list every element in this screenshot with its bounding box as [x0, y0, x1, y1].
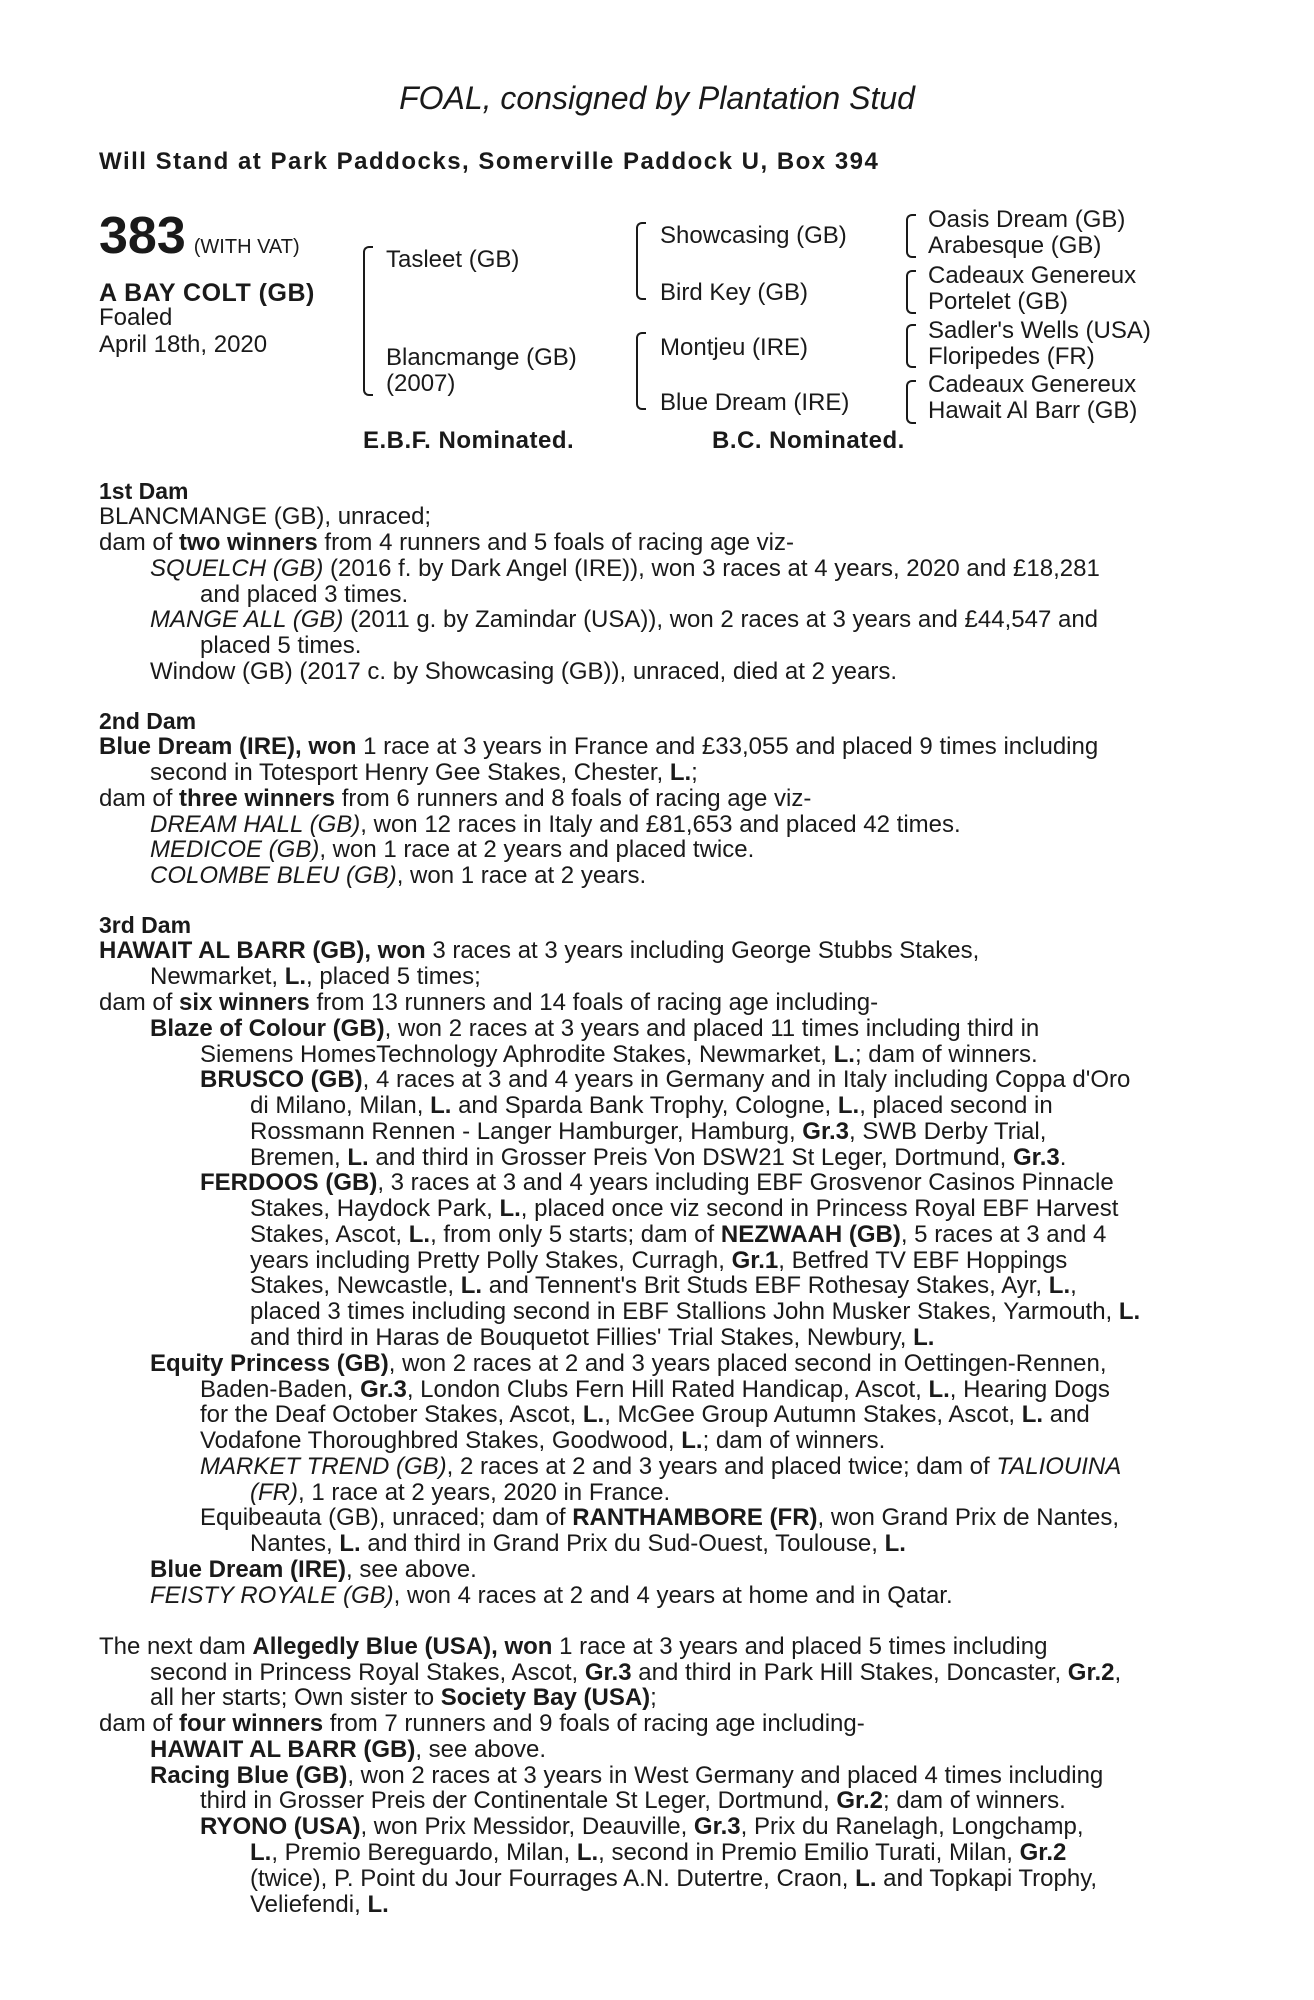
- pedigree-brace: [906, 270, 916, 314]
- text-run: Rossmann Rennen - Langer Hamburger, Hamburg,: [250, 1118, 796, 1145]
- dam-sire: Montjeu (IRE): [660, 334, 809, 361]
- text-run: FEISTY ROYALE (GB): [150, 1582, 394, 1609]
- text-run: L.: [1021, 1401, 1044, 1428]
- text-line: [200, 1504, 1119, 1532]
- text-run: Blue Dream (IRE): [150, 1556, 347, 1583]
- text-run: MANGE ALL (GB): [150, 606, 344, 633]
- pedigree-brace: [363, 246, 373, 396]
- text-run: NEZWAAH (GB): [720, 1221, 901, 1248]
- text-run: years including Pretty Polly Stakes, Curragh,: [250, 1247, 725, 1274]
- text-run: , won Prix Messidor, Deauville,: [360, 1813, 688, 1840]
- text-run: Baden-Baden,: [200, 1376, 354, 1403]
- text-line: [150, 836, 754, 864]
- text-run: Gr.3: [1013, 1144, 1060, 1171]
- text-run: , won 2 races at 3 years in West Germany and placed 4 times including: [347, 1762, 1104, 1789]
- text-run: third in Grosser Preis der Continentale St Leger, Dortmund,: [200, 1787, 830, 1814]
- text-run: MEDICOE (GB): [150, 836, 320, 863]
- text-run: (2011 g. by Zamindar (USA)), won 2 races at 3 years and £44,547 and: [350, 606, 1099, 633]
- text-run: Gr.3: [802, 1118, 849, 1145]
- text-run: , see above.: [346, 1556, 477, 1583]
- section-heading: 3rd Dam: [99, 912, 192, 938]
- dam-year: (2007): [386, 370, 456, 397]
- text-run: and: [1049, 1401, 1090, 1428]
- text-line: [200, 1041, 1038, 1069]
- foaled-date: April 18th, 2020: [99, 331, 268, 358]
- text-line: [150, 1762, 1103, 1790]
- text-run: L.: [367, 1891, 389, 1918]
- text-run: , SWB Derby Trial,: [849, 1118, 1047, 1145]
- text-run: , won 2 races at 3 years and placed 11 times including third in: [384, 1015, 1040, 1042]
- text-line: [99, 1633, 1047, 1661]
- text-run: , placed second in: [859, 1092, 1053, 1119]
- text-run: L.: [499, 1195, 521, 1222]
- text-run: dam of: [99, 785, 173, 812]
- text-run: , Betfred TV EBF Hoppings: [778, 1247, 1068, 1274]
- ebf-nominated: E.B.F. Nominated.: [363, 427, 575, 454]
- text-line: [250, 1839, 1066, 1867]
- text-run: Blue Dream (IRE),: [99, 733, 302, 760]
- text-line: [150, 555, 1100, 583]
- text-run: 3 races at 3 years including George Stubbs Stakes,: [432, 937, 980, 964]
- text-run: L.: [582, 1401, 605, 1428]
- text-run: COLOMBE BLEU (GB): [150, 862, 397, 889]
- text-line: [250, 1272, 1077, 1300]
- text-run: L.: [669, 759, 692, 786]
- text-run: TALIOUINA: [996, 1453, 1122, 1480]
- text-run: ; dam of winners.: [854, 1041, 1038, 1068]
- text-line: [99, 989, 878, 1017]
- text-run: second in Totesport Henry Gee Stakes, Chester,: [150, 759, 664, 786]
- text-run: Gr.3: [693, 1813, 741, 1840]
- text-run: , 3 races at 3 and 4 years including EBF Grosvenor Casinos Pinnacle: [377, 1169, 1114, 1196]
- text-run: L.: [855, 1865, 877, 1892]
- text-run: DREAM HALL (GB): [150, 811, 361, 838]
- text-line: [250, 1324, 934, 1352]
- stand-location: Will Stand at Park Paddocks, Somerville Paddock U, Box 394: [99, 148, 880, 175]
- text-run: Newmarket,: [150, 963, 279, 990]
- text-run: , Premio Bereguardo, Milan,: [271, 1839, 571, 1866]
- text-run: , 2 races at 2 and 3 years and placed twice; dam of: [446, 1453, 990, 1480]
- section-heading: 2nd Dam: [99, 708, 197, 734]
- text-run: The next dam: [99, 1633, 246, 1660]
- text-line: [150, 1556, 477, 1584]
- text-line: [99, 1710, 865, 1738]
- text-run: won: [308, 733, 357, 760]
- text-run: L.: [430, 1092, 452, 1119]
- text-line: [250, 1479, 670, 1507]
- text-run: Stakes, Ascot,: [250, 1221, 403, 1248]
- gen3-item: Sadler's Wells (USA): [928, 317, 1151, 344]
- sire: Tasleet (GB): [386, 246, 520, 273]
- text-run: RYONO (USA): [200, 1813, 361, 1840]
- dam: Blancmange (GB): [386, 344, 577, 371]
- gen3-item: Oasis Dream (GB): [928, 206, 1126, 233]
- text-run: won: [504, 1633, 553, 1660]
- text-run: , placed once viz second in Princess Royal EBF Harvest: [520, 1195, 1119, 1222]
- text-line: [200, 1427, 885, 1455]
- text-line: [150, 1736, 546, 1764]
- text-line: [250, 1144, 1066, 1172]
- text-run: all her starts; Own sister to: [150, 1684, 435, 1711]
- text-run: , won 1 race at 2 years and placed twice.: [319, 836, 755, 863]
- sire-sire: Showcasing (GB): [660, 222, 847, 249]
- text-run: dam of: [99, 529, 173, 556]
- bc-nominated: B.C. Nominated.: [712, 427, 905, 454]
- text-run: and Topkapi Trophy,: [883, 1865, 1098, 1892]
- text-run: Society Bay (USA): [440, 1684, 651, 1711]
- text-run: L.: [250, 1839, 272, 1866]
- pedigree-brace: [906, 324, 916, 368]
- pedigree-brace: [636, 332, 646, 410]
- text-line: [150, 1684, 657, 1712]
- text-run: Blaze of Colour (GB): [150, 1015, 385, 1042]
- text-run: HAWAIT AL BARR (GB): [150, 1736, 416, 1763]
- text-run: RANTHAMBORE (FR): [572, 1504, 818, 1531]
- text-run: six winners: [179, 989, 310, 1016]
- text-run: Vodafone Thoroughbred Stakes, Goodwood,: [200, 1427, 675, 1454]
- text-run: from 7 runners and 9 foals of racing age including-: [329, 1710, 865, 1737]
- text-line: [200, 1066, 1130, 1094]
- text-run: L.: [339, 1530, 361, 1557]
- text-run: , see above.: [415, 1736, 547, 1763]
- text-run: from 4 runners and 5 foals of racing age viz-: [324, 529, 794, 556]
- text-run: , from only 5 starts; dam of: [430, 1221, 715, 1248]
- foaled-label: Foaled: [99, 304, 173, 331]
- text-run: for the Deaf October Stakes, Ascot,: [200, 1401, 577, 1428]
- dam-dam: Blue Dream (IRE): [660, 389, 850, 416]
- text-run: and third in Haras de Bouquetot Fillies' Trial Stakes, Newbury,: [250, 1324, 907, 1351]
- text-run: Gr.2: [1067, 1659, 1115, 1686]
- text-line: [150, 1015, 1039, 1043]
- lot-number: 383: [99, 207, 186, 265]
- text-run: SQUELCH (GB): [150, 555, 324, 582]
- text-run: Veliefendi,: [250, 1891, 361, 1918]
- text-line: [250, 1221, 1106, 1249]
- text-line: [150, 1350, 1107, 1378]
- text-line: [200, 1376, 1110, 1404]
- text-run: , placed 5 times;: [306, 963, 481, 990]
- text-run: (twice), P. Point du Jour Fourrages A.N. Dutertre, Craon,: [250, 1865, 849, 1892]
- text-line: [99, 503, 431, 531]
- text-run: .: [1059, 1144, 1067, 1171]
- text-run: , won 2 races at 2 and 3 years placed second in Oettingen-Rennen,: [388, 1350, 1107, 1377]
- text-run: Nantes,: [250, 1530, 333, 1557]
- text-run: dam of: [99, 1710, 173, 1737]
- text-line: [250, 1530, 906, 1558]
- text-line: [250, 1118, 1046, 1146]
- text-line: [200, 1813, 1084, 1841]
- text-run: Racing Blue (GB): [150, 1762, 348, 1789]
- text-run: L.: [347, 1144, 369, 1171]
- text-line: [150, 658, 897, 686]
- text-run: L.: [884, 1530, 906, 1557]
- text-run: and Sparda Bank Trophy, Cologne,: [458, 1092, 832, 1119]
- pedigree-brace: [906, 214, 916, 258]
- text-run: ,: [1114, 1659, 1122, 1686]
- text-run: Equibeauta (GB), unraced; dam of: [200, 1504, 566, 1531]
- text-line: [200, 632, 361, 660]
- text-run: , 4 races at 3 and 4 years in Germany and in Italy including Coppa d'Oro: [362, 1066, 1131, 1093]
- text-line: [150, 759, 698, 787]
- text-run: BRUSCO (GB): [200, 1066, 363, 1093]
- text-run: won: [377, 937, 426, 964]
- text-run: and third in Grosser Preis Von DSW21 St Leger, Dortmund,: [375, 1144, 1007, 1171]
- text-run: , Hearing Dogs: [949, 1376, 1110, 1403]
- text-run: , won 12 races in Italy and £81,653 and placed 42 times.: [360, 811, 961, 838]
- text-run: , McGee Group Autumn Stakes, Ascot,: [604, 1401, 1016, 1428]
- text-line: [200, 1401, 1090, 1429]
- text-run: L.: [681, 1427, 703, 1454]
- text-line: [150, 862, 646, 890]
- text-run: MARKET TREND (GB): [200, 1453, 447, 1480]
- text-line: [99, 785, 811, 813]
- text-run: and third in Grand Prix du Sud-Ouest, Toulouse,: [367, 1530, 878, 1557]
- text-run: , won 4 races at 2 and 4 years at home and in Qatar.: [393, 1582, 953, 1609]
- text-run: dam of: [99, 989, 173, 1016]
- text-run: and Tennent's Brit Studs EBF Rothesay Stakes, Ayr,: [488, 1272, 1043, 1299]
- text-run: Equity Princess (GB): [150, 1350, 389, 1377]
- gen3-item: Cadeaux Genereux: [928, 371, 1137, 398]
- lot-heading: [99, 206, 300, 266]
- text-run: Stakes, Newcastle,: [250, 1272, 455, 1299]
- gen3-item: Hawait Al Barr (GB): [928, 397, 1138, 424]
- text-run: L.: [837, 1092, 860, 1119]
- text-run: L.: [928, 1376, 950, 1403]
- lot-description: A BAY COLT (GB): [99, 279, 315, 307]
- text-line: [250, 1195, 1118, 1223]
- text-line: [250, 1247, 1067, 1275]
- text-run: , 1 race at 2 years, 2020 in France.: [297, 1479, 671, 1506]
- text-run: Stakes, Haydock Park,: [250, 1195, 493, 1222]
- text-run: three winners: [179, 785, 336, 812]
- text-run: Gr.3: [584, 1659, 632, 1686]
- text-run: and third in Park Hill Stakes, Doncaster,: [638, 1659, 1062, 1686]
- lot-vat: (WITH VAT): [193, 236, 300, 258]
- text-run: placed 5 times.: [200, 632, 362, 659]
- text-line: [99, 937, 979, 965]
- page-title: FOAL, consigned by Plantation Stud: [399, 80, 915, 116]
- text-run: from 6 runners and 8 foals of racing age viz-: [341, 785, 812, 812]
- text-run: , second in Premio Emilio Turati, Milan,: [598, 1839, 1013, 1866]
- text-run: L.: [913, 1324, 935, 1351]
- text-run: Allegedly Blue (USA),: [252, 1633, 498, 1660]
- text-run: L.: [576, 1839, 599, 1866]
- text-line: [200, 1453, 1121, 1481]
- text-line: [150, 963, 481, 991]
- text-line: [150, 606, 1098, 634]
- text-line: [250, 1865, 1097, 1893]
- text-line: [150, 1659, 1121, 1687]
- text-run: L.: [833, 1041, 855, 1068]
- text-run: 1 race at 3 years in France and £33,055 and placed 9 times including: [363, 733, 1099, 760]
- text-run: (FR): [250, 1479, 298, 1506]
- gen3-item: Arabesque (GB): [928, 232, 1102, 259]
- text-run: ;: [691, 759, 698, 786]
- pedigree-brace: [906, 380, 916, 424]
- sire-dam: Bird Key (GB): [660, 279, 809, 306]
- text-run: , London Clubs Fern Hill Rated Handicap, Ascot,: [406, 1376, 922, 1403]
- text-run: di Milano, Milan,: [250, 1092, 424, 1119]
- text-run: L.: [1048, 1272, 1071, 1299]
- text-run: Window (GB) (2017 c. by Showcasing (GB)), unraced, died at 2 years.: [150, 658, 897, 685]
- text-line: [200, 581, 408, 609]
- text-run: L.: [284, 963, 307, 990]
- text-run: , 5 races at 3 and 4: [900, 1221, 1107, 1248]
- text-run: Gr.1: [731, 1247, 779, 1274]
- section-heading: 1st Dam: [99, 478, 189, 504]
- text-run: HAWAIT AL BARR (GB),: [99, 937, 371, 964]
- text-line: [250, 1891, 389, 1919]
- text-run: , won Grand Prix de Nantes,: [817, 1504, 1119, 1531]
- text-run: BLANCMANGE (GB), unraced;: [99, 503, 432, 530]
- gen3-item: Portelet (GB): [928, 288, 1069, 315]
- text-run: Gr.2: [1019, 1839, 1067, 1866]
- text-run: ; dam of winners.: [883, 1787, 1066, 1814]
- text-run: 1 race at 3 years and placed 5 times including: [559, 1633, 1048, 1660]
- text-line: [150, 811, 961, 839]
- text-run: ; dam of winners.: [702, 1427, 886, 1454]
- text-line: [200, 1169, 1114, 1197]
- text-line: [250, 1298, 1140, 1326]
- text-line: [99, 529, 794, 557]
- text-run: from 13 runners and 14 foals of racing age including-: [316, 989, 879, 1016]
- gen3-item: Floripedes (FR): [928, 343, 1095, 370]
- text-run: two winners: [179, 529, 318, 556]
- text-run: Bremen,: [250, 1144, 341, 1171]
- text-line: [200, 1787, 1066, 1815]
- text-run: L.: [1118, 1298, 1141, 1325]
- gen3-item: Cadeaux Genereux: [928, 262, 1137, 289]
- text-run: , Prix du Ranelagh, Longchamp,: [740, 1813, 1084, 1840]
- text-line: [99, 733, 1098, 761]
- text-run: and placed 3 times.: [200, 581, 409, 608]
- text-run: L.: [408, 1221, 431, 1248]
- pedigree-brace: [636, 222, 646, 300]
- text-run: four winners: [179, 1710, 324, 1737]
- text-run: Gr.2: [836, 1787, 884, 1814]
- text-run: (2016 f. by Dark Angel (IRE)), won 3 races at 4 years, 2020 and £18,281: [330, 555, 1100, 582]
- text-run: , won 1 race at 2 years.: [396, 862, 647, 889]
- text-line: [150, 1582, 953, 1610]
- text-line: [250, 1092, 1053, 1120]
- text-run: second in Princess Royal Stakes, Ascot,: [150, 1659, 579, 1686]
- text-run: Siemens HomesTechnology Aphrodite Stakes, Newmarket,: [200, 1041, 827, 1068]
- text-run: FERDOOS (GB): [200, 1169, 378, 1196]
- text-run: placed 3 times including second in EBF Stallions John Musker Stakes, Yarmouth,: [250, 1298, 1113, 1325]
- text-run: L.: [460, 1272, 483, 1299]
- text-run: ,: [1070, 1272, 1077, 1299]
- text-run: ;: [650, 1684, 657, 1711]
- text-run: Gr.3: [360, 1376, 407, 1403]
